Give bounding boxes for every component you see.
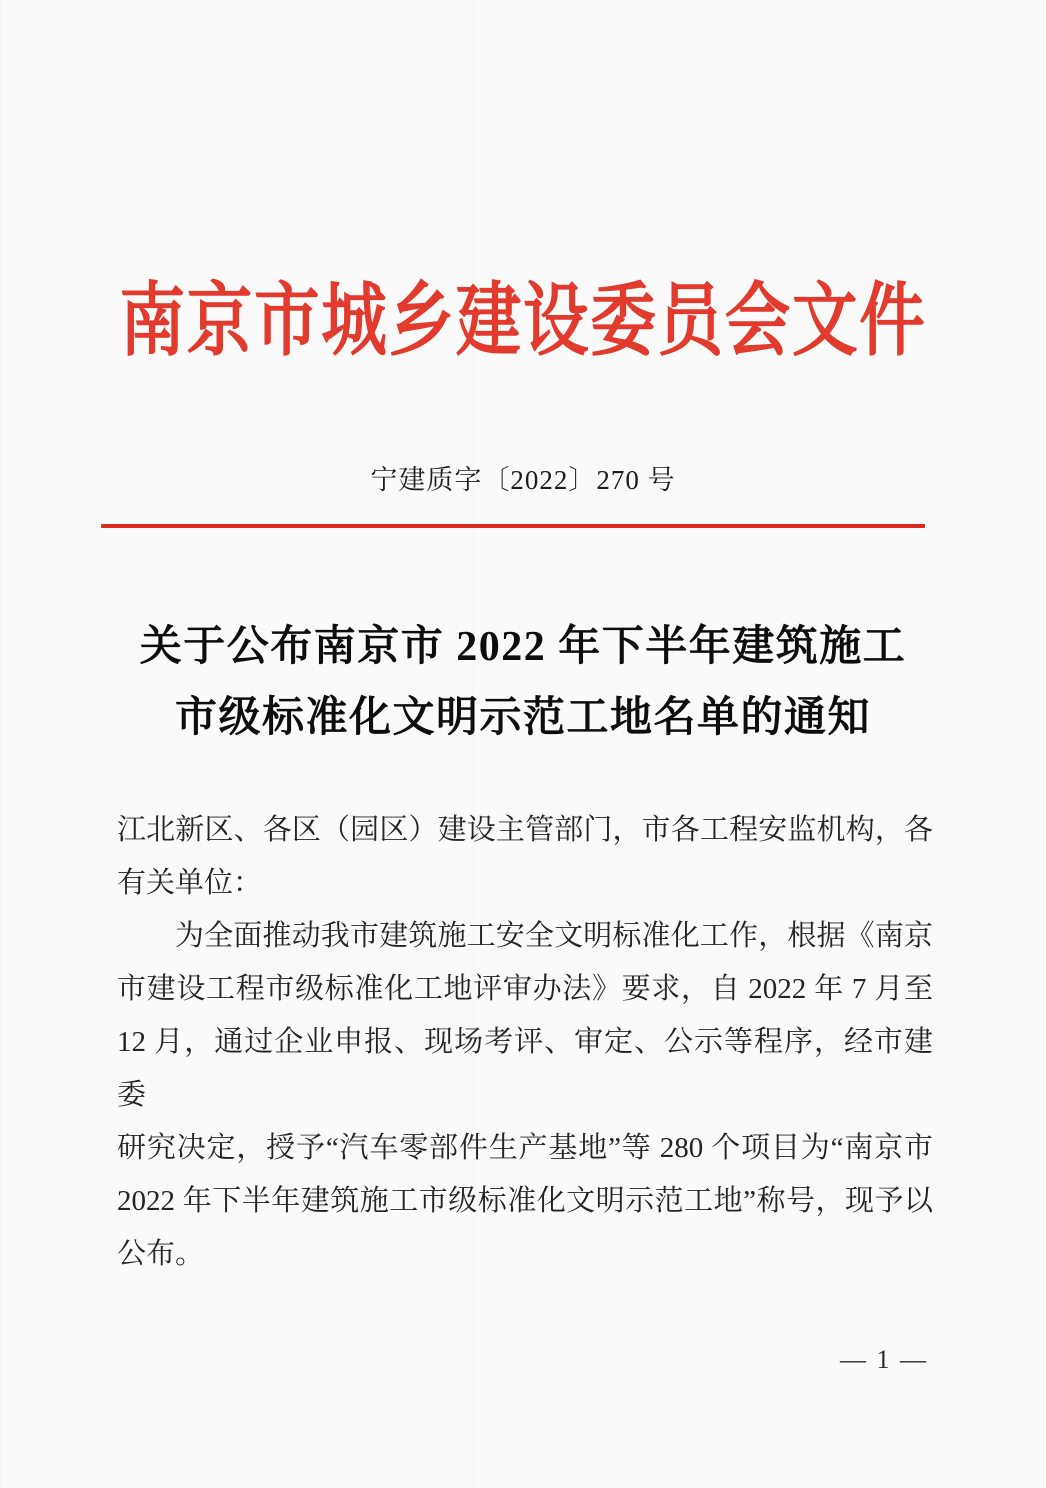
notice-title bbox=[0, 612, 1046, 754]
body-line: 公布。 bbox=[117, 1238, 205, 1270]
body-line: 有关单位： bbox=[117, 867, 263, 899]
body-line: 12 月，通过企业申报、现场考评、审定、公示等程序，经市建委 bbox=[117, 1026, 933, 1111]
issuing-agency-title: 南京市城乡建设委员会文件 bbox=[119, 278, 927, 366]
page-number: — 1 — bbox=[840, 1345, 928, 1374]
body-line: 2022 年下半年建筑施工市级标准化文明示范工地”称号，现予以 bbox=[117, 1185, 933, 1217]
body-line: 市建设工程市级标准化工地评审办法》要求，自 2022 年 7 月至 bbox=[117, 973, 933, 1005]
notice-title-line: 关于公布南京市 2022 年下半年建筑施工 bbox=[139, 624, 907, 670]
salutation-paragraph bbox=[117, 804, 933, 910]
notice-body bbox=[117, 804, 933, 1281]
body-line: 为全面推动我市建筑施工安全文明标准化工作，根据《南京 bbox=[175, 920, 933, 952]
body-line: 江北新区、各区（园区）建设主管部门，市各工程安监机构，各 bbox=[117, 814, 933, 846]
main-paragraph bbox=[117, 910, 933, 1281]
body-line: 研究决定，授予“汽车零部件生产基地”等 280 个项目为“南京市 bbox=[117, 1132, 933, 1164]
notice-title-line: 市级标准化文明示范工地名单的通知 bbox=[174, 695, 871, 741]
document-reference-number: 宁建质字〔2022〕270 号 bbox=[370, 465, 676, 495]
document-red-header bbox=[0, 278, 1046, 366]
red-divider-rule bbox=[101, 524, 925, 528]
